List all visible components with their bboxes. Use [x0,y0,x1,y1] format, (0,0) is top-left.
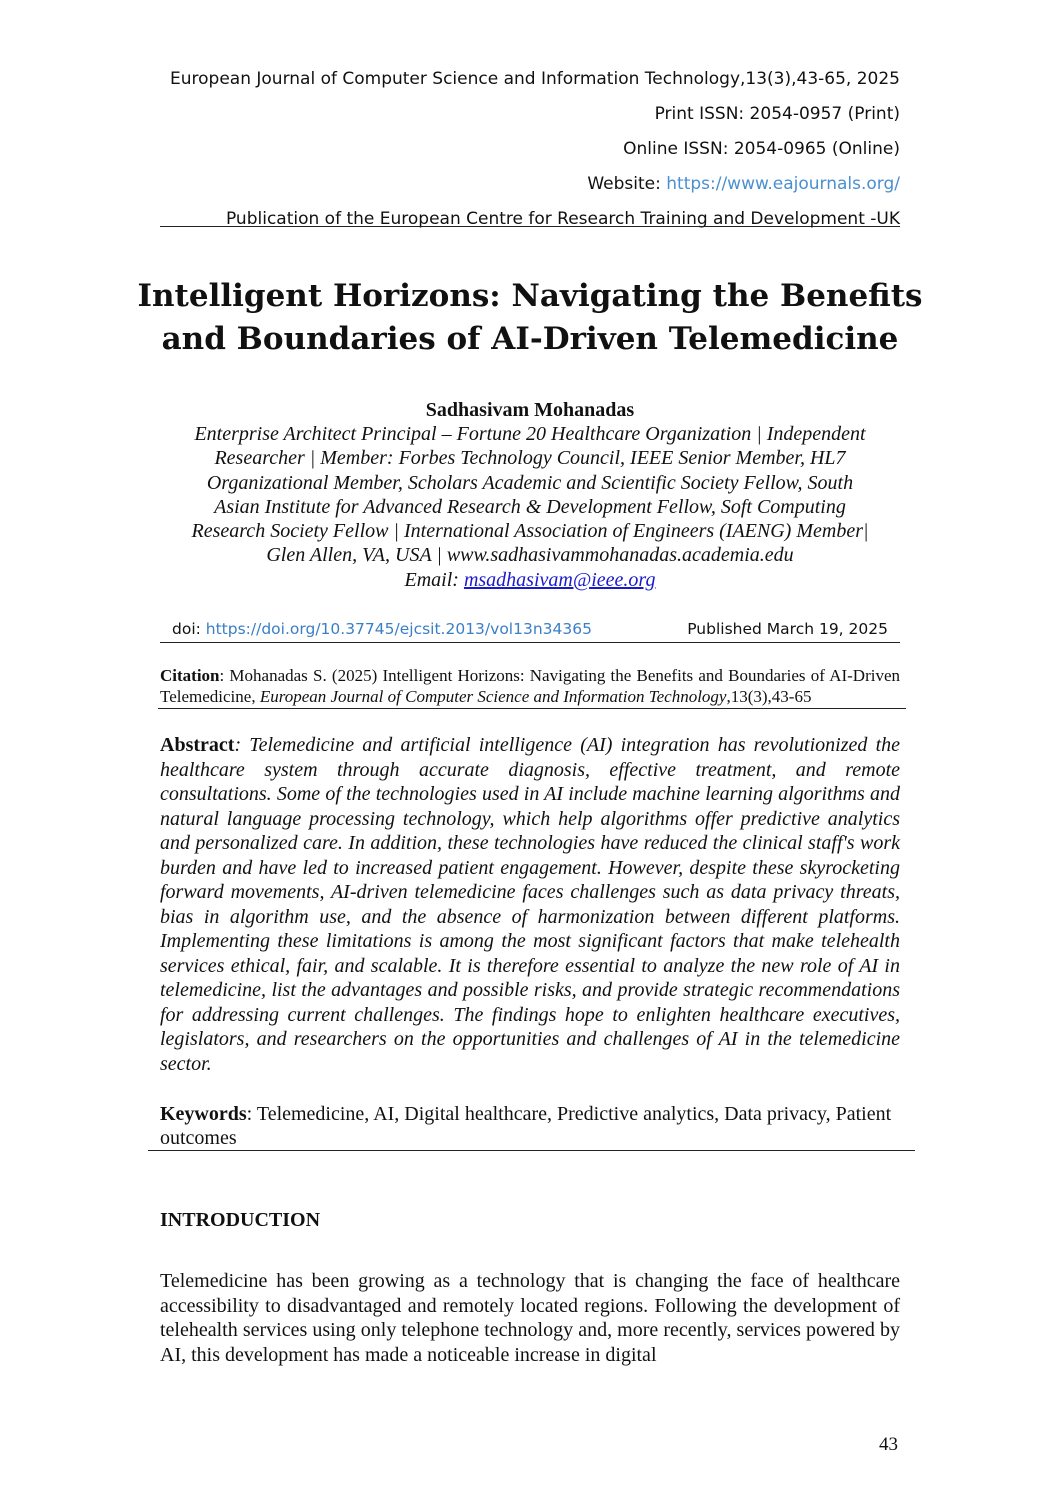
published-date: Published March 19, 2025 [687,620,888,638]
website-label: Website: [587,174,667,194]
keywords-divider [148,1150,915,1151]
website-line [160,167,900,202]
doi [172,617,592,641]
title-line-2: and Boundaries of AI-Driven Telemedicine [161,321,899,357]
journal-line: European Journal of Computer Science and Information Technology,13(3),43-65, 2025 [170,69,900,89]
introduction-text: Telemedicine has been growing as a technology that is changing the face of healthcare accessibility to disadvantaged and remotely located regions. Following the development of telehealth services using only telephone technology and, more recently, services powered by AI, this development has made a noticeable increase in digital [160,1270,900,1367]
doi-link[interactable]: https://doi.org/10.37745/ejcsit.2013/vol13n34365 [205,620,592,638]
doi-divider [160,642,900,643]
affiliation-line: Research Society Fellow | International Association of Engineers (IAENG) Member| [191,520,869,543]
citation-volume: ,13(3),43-65 [726,687,812,706]
page-number: 43 [879,1434,898,1455]
abstract-label: Abstract [160,734,235,756]
keywords-label: Keywords [160,1103,247,1125]
journal-header [160,62,900,237]
email-label: Email: [404,568,464,591]
print-issn: Print ISSN: 2054-0957 (Print) [654,104,900,124]
affiliation-line: Researcher | Member: Forbes Technology Council, IEEE Senior Member, HL7 [214,447,846,470]
keywords [160,1102,900,1150]
email-link[interactable]: msadhasivam@ieee.org [463,568,656,591]
keywords-text: : Telemedicine, AI, Digital healthcare, Predictive analytics, Data privacy, Patient outcomes [160,1103,892,1149]
affiliation-line: Enterprise Architect Principal – Fortune 20 Healthcare Organization | Independent [194,423,866,445]
affiliation-line: Asian Institute for Advanced Research & Development Fellow, Soft Computing [214,495,846,518]
abstract [160,733,900,1076]
abstract-text: : Telemedicine and artificial intelligence (AI) integration has revolutionized the healthcare system through accurate diagnosis, effective treatment, and remote consultations. Some of the technologies used in AI include machine learning algorithms and natural language processing technology, which help algorithms offer predictive analytics and personalized care. In addition, these technologies have reduced the clinical staff's work burden and have led to increased patient engagement. However, despite these skyrocketing forward movements, AI-driven telemedicine faces challenges such as data privacy threats, bias in algorithm use, and the absence of harmonization between different platforms. Implementing these limitations is among the most significant factors that make telehealth services ethical, fair, and scalable. It is therefore essential to analyze the new role of AI in telemedicine, list the advantages and possible risks, and provide strategic recommendations for addressing current challenges. The findings hope to enlighten healthcare executives, legislators, and researchers on the opportunities and challenges of AI in the telemedicine sector. [160,734,900,1075]
affiliation-line: Glen Allen, VA, USA | www.sadhasivammohanadas.academia.edu [266,544,794,567]
affiliation-line: Organizational Member, Scholars Academic and Scientific Society Fellow, South [206,471,854,494]
title-line-1: Intelligent Horizons: Navigating the Benefits [137,278,923,314]
citation-journal: European Journal of Computer Science and Information Technology [259,687,727,706]
citation [160,665,900,707]
doi-label: doi: [172,620,206,638]
citation-divider [158,708,906,709]
doi-row [160,617,900,641]
introduction-heading: INTRODUCTION [160,1209,321,1231]
publisher-line: Publication of the European Centre for Research Training and Development -UK [225,209,900,229]
citation-text: : Mohanadas S. (2025) Intelligent Horizons: Navigating the Benefits and Boundaries of AI-Driven Telemedicine, [160,666,900,706]
website-link[interactable]: https://www.eajournals.org/ [666,174,900,194]
paper-title [120,275,940,361]
email-line [150,568,910,592]
citation-label: Citation [160,666,220,685]
header-divider [160,226,900,227]
online-issn: Online ISSN: 2054-0965 (Online) [623,139,900,159]
author-name: Sadhasivam Mohanadas [425,399,635,421]
author-affiliation [150,422,910,592]
